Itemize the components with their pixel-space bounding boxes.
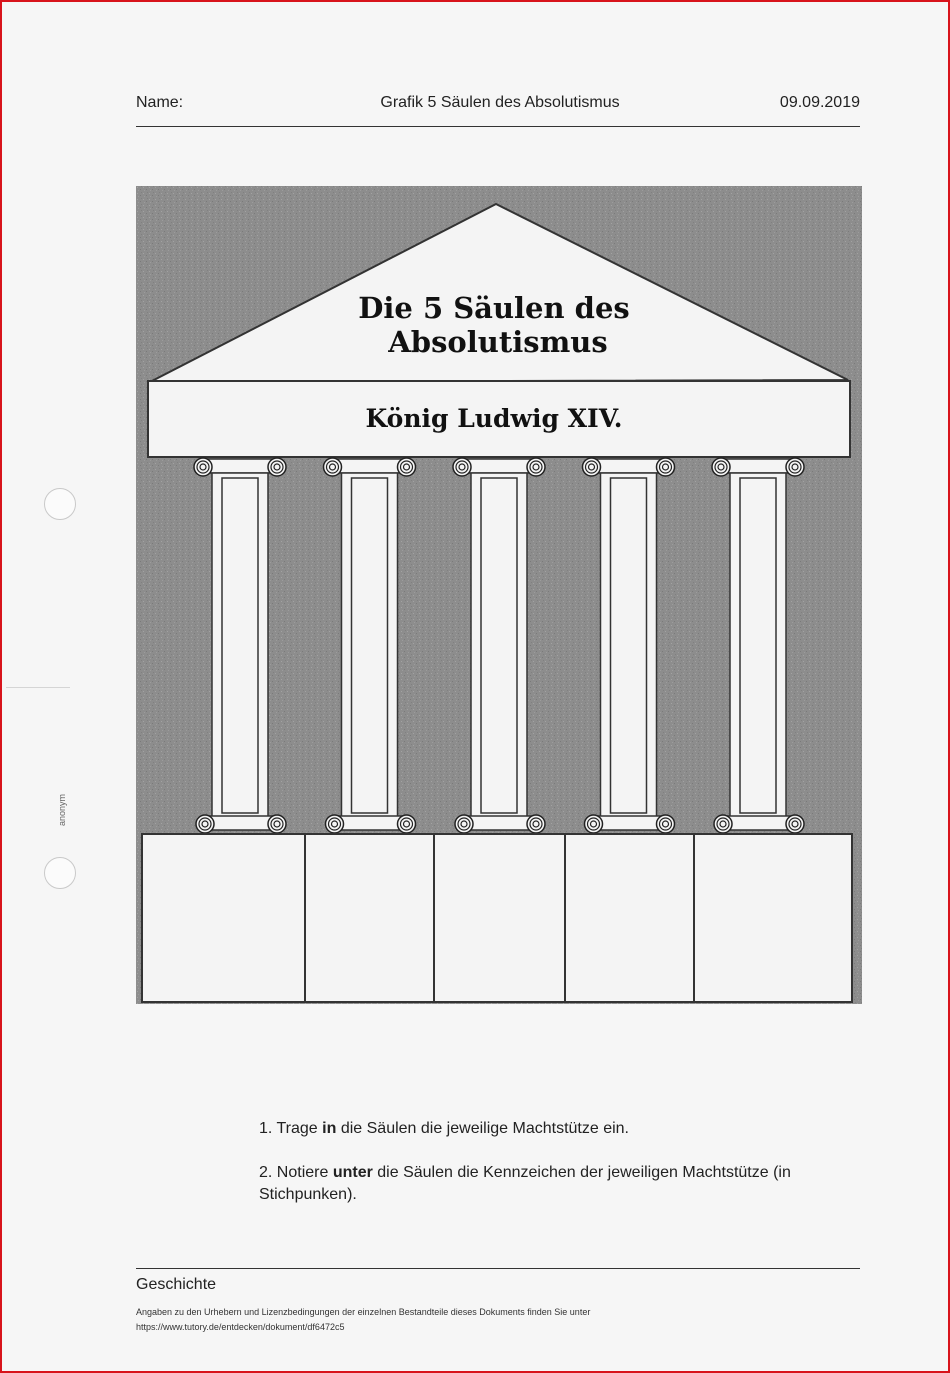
subject-label: Geschichte bbox=[136, 1276, 217, 1293]
volute-scroll-icon bbox=[786, 815, 804, 833]
base-box-5 bbox=[694, 834, 852, 1002]
temple-title-line1: Die 5 Säulen des bbox=[358, 291, 630, 325]
volute-scroll-icon bbox=[583, 458, 601, 476]
credits-link[interactable]: https://www.tutory.de/entdecken/dokument/df6472c5 bbox=[136, 1322, 345, 1332]
volute-scroll-icon bbox=[196, 815, 214, 833]
volute-scroll-icon bbox=[194, 458, 212, 476]
beam-label: König Ludwig XIV. bbox=[365, 404, 623, 433]
footer-rule bbox=[136, 1268, 860, 1269]
volute-scroll-icon bbox=[657, 815, 675, 833]
volute-scroll-icon bbox=[585, 815, 603, 833]
fold-mark bbox=[6, 687, 70, 688]
punch-hole-top bbox=[44, 488, 76, 520]
header-rule bbox=[136, 126, 860, 127]
column-shaft-inner bbox=[611, 478, 647, 813]
document-date: 09.09.2019 bbox=[779, 94, 860, 111]
base-box-4 bbox=[565, 834, 694, 1002]
base-box-3 bbox=[434, 834, 565, 1002]
volute-scroll-icon bbox=[268, 458, 286, 476]
task-list bbox=[259, 1118, 819, 1228]
punch-hole-bottom bbox=[44, 857, 76, 889]
document-title: Grafik 5 Säulen des Absolutismus bbox=[380, 94, 620, 111]
name-label: Name: bbox=[136, 94, 184, 111]
column-shaft-inner bbox=[222, 478, 258, 813]
temple-base-boxes bbox=[142, 834, 852, 1002]
task-item-1: 1. Trage in die Säulen die jeweilige Machtstütze ein. bbox=[259, 1120, 629, 1137]
volute-scroll-icon bbox=[714, 815, 732, 833]
volute-scroll-icon bbox=[786, 458, 804, 476]
column-capital bbox=[591, 459, 667, 473]
base-box-2 bbox=[305, 834, 434, 1002]
anonymous-label: anonym bbox=[57, 793, 67, 827]
temple-graphic bbox=[136, 186, 862, 1004]
volute-scroll-icon bbox=[326, 815, 344, 833]
volute-scroll-icon bbox=[455, 815, 473, 833]
volute-scroll-icon bbox=[324, 458, 342, 476]
column-capital bbox=[461, 459, 537, 473]
volute-scroll-icon bbox=[657, 458, 675, 476]
column-shaft-inner bbox=[352, 478, 388, 813]
volute-scroll-icon bbox=[712, 458, 730, 476]
column-shaft-inner bbox=[740, 478, 776, 813]
volute-scroll-icon bbox=[527, 458, 545, 476]
column-capital bbox=[720, 459, 796, 473]
credits-text: Angaben zu den Urhebern und Lizenzbedingungen der einzelnen Bestandteile dieses Dokuments finden Sie unter bbox=[136, 1307, 591, 1317]
volute-scroll-icon bbox=[268, 815, 286, 833]
volute-scroll-icon bbox=[453, 458, 471, 476]
temple-title-line2: Absolutismus bbox=[388, 325, 608, 359]
column-capital bbox=[202, 459, 278, 473]
volute-scroll-icon bbox=[398, 458, 416, 476]
column-capital bbox=[332, 459, 408, 473]
column-shaft-inner bbox=[481, 478, 517, 813]
volute-scroll-icon bbox=[398, 815, 416, 833]
volute-scroll-icon bbox=[527, 815, 545, 833]
license-credits bbox=[136, 1305, 590, 1335]
task-item-2: 2. Notiere unter die Säulen die Kennzeichen der jeweiligen Machtstütze (in Stichpunken). bbox=[259, 1164, 791, 1203]
base-box-1 bbox=[142, 834, 305, 1002]
